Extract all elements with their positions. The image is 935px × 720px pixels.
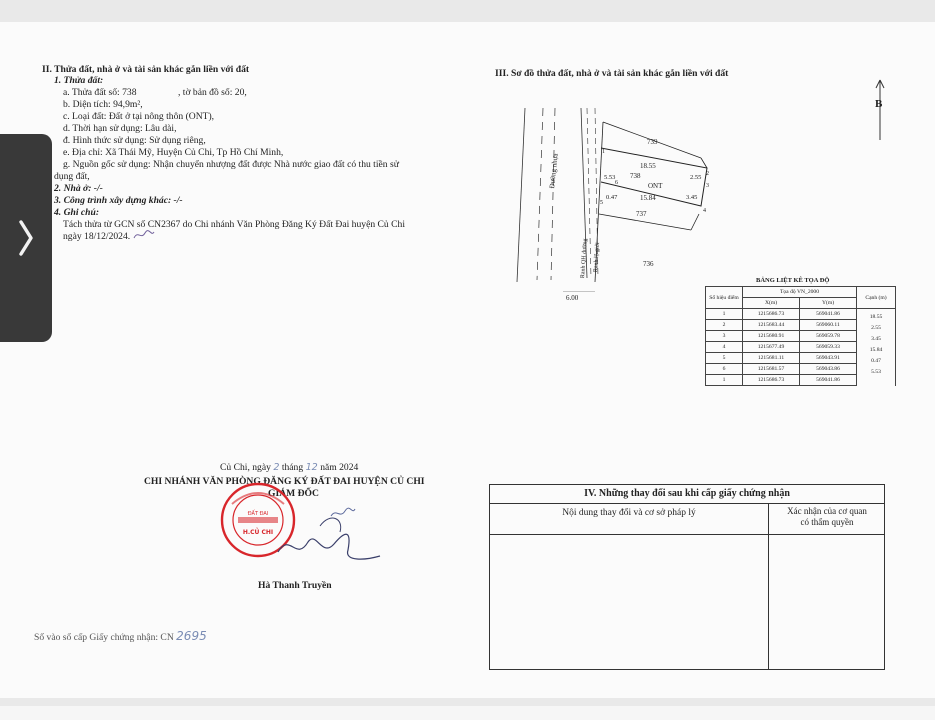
- road-name-label: Đường nhựa: [548, 152, 560, 189]
- date-day: 2: [273, 462, 280, 473]
- dim-left: 5.53: [604, 174, 616, 181]
- changes-table: [489, 484, 885, 670]
- col-edge: Cạnh (m): [857, 287, 896, 309]
- date-prefix: Củ Chi, ngày: [220, 462, 271, 473]
- plot-address: e. Địa chỉ: Xã Thái Mỹ, Huyện Củ Chi, Tp Hồ Chí Minh,: [63, 147, 284, 158]
- usage-form: đ. Hình thức sử dụng: Sử dụng riêng,: [63, 135, 206, 146]
- road-edge-left: [517, 108, 525, 282]
- col-change-content: Nội dung thay đổi và cơ sở pháp lý: [562, 508, 696, 518]
- coord-row: [706, 375, 896, 386]
- plot-number: a. Thửa đất số: 738: [63, 87, 137, 98]
- director-initial-mark: [328, 506, 358, 520]
- point-3: 3: [706, 183, 709, 189]
- plot-diagram: [495, 92, 725, 292]
- coord-row: [706, 353, 896, 364]
- coord-row: [706, 320, 896, 331]
- usage-term: d. Thời hạn sử dụng: Lâu dài,: [63, 123, 177, 134]
- coord-point: 6: [706, 364, 743, 375]
- issue-number-value: 2695: [176, 629, 207, 643]
- notes-heading: 4. Ghi chú:: [54, 207, 100, 218]
- director-name: Hà Thanh Truyền: [258, 580, 332, 591]
- col-authority-confirm-line1: Xác nhận của cơ quan: [787, 506, 867, 516]
- road-width-label: 6.00: [566, 294, 579, 302]
- chevron-right-icon: [16, 218, 36, 258]
- coord-edge: 2.55: [857, 320, 896, 331]
- coord-table: [705, 286, 896, 386]
- dim-right-2: 3.45: [686, 194, 698, 201]
- coord-edge: 5.53: [857, 364, 896, 375]
- next-page-edge: [0, 706, 935, 720]
- coord-y: 569041.86: [800, 375, 857, 386]
- point-1: 1: [602, 149, 605, 155]
- road-boundary-label: Ranh lộ giới: [593, 242, 602, 273]
- coord-y: 569060.11: [800, 320, 857, 331]
- parcel-739-label: 739: [647, 138, 658, 146]
- parcel-738-label: 738: [630, 172, 641, 180]
- parcel-737-label: 737: [636, 210, 647, 218]
- usage-origin: g. Nguồn gốc sử dụng: Nhận chuyển nhượng đất được Nhà nước giao đất có thu tiền sử: [63, 159, 399, 170]
- coord-point: 5: [706, 353, 743, 364]
- parcel-736-label: 736: [643, 260, 654, 268]
- coord-y: 569059.78: [800, 331, 857, 342]
- note-line-2: ngày 18/12/2024.: [63, 231, 131, 242]
- north-label: B: [875, 98, 883, 110]
- section-2-title: II. Thửa đất, nhà ở và tài sản khác gắn liền với đất: [42, 64, 250, 75]
- note-line-1: Tách thửa từ GCN số CN2367 do Chi nhánh Văn Phòng Đăng Ký Đất Đai huyện Củ Chi: [63, 219, 405, 230]
- section-4-title: IV. Những thay đổi sau khi cấp giấy chứng nhận: [490, 485, 884, 504]
- coord-point: 4: [706, 342, 743, 353]
- col-y: Y(m): [800, 298, 857, 309]
- coord-x: 1215686.73: [743, 309, 800, 320]
- coord-row: [706, 364, 896, 375]
- usage-origin-cont: dụng đất,: [54, 171, 90, 182]
- point-5: 5: [600, 200, 603, 206]
- coord-edge: 0.47: [857, 353, 896, 364]
- svg-text:ĐẤT ĐAI: ĐẤT ĐAI: [247, 511, 269, 517]
- director-title: GIÁM ĐỐC: [268, 488, 319, 499]
- road-centerline-1: [537, 108, 543, 280]
- house-heading: 2. Nhà ở: -/-: [54, 183, 103, 194]
- signing-date: [220, 462, 358, 474]
- coord-x: 1215686.73: [743, 375, 800, 386]
- date-month: 12: [305, 462, 318, 473]
- coord-x: 1215677.49: [743, 342, 800, 353]
- issue-number: [34, 631, 207, 644]
- coord-y: 569043.91: [800, 353, 857, 364]
- coord-y: 569059.33: [800, 342, 857, 353]
- section-3-title: III. Sơ đồ thửa đất, nhà ở và tài sản khác gắn liền với đất: [495, 68, 729, 79]
- map-sheet-number: , tờ bản đồ số: 20,: [178, 87, 247, 98]
- plot-area: b. Diện tích: 94,9m²,: [63, 99, 143, 110]
- coord-x: 1215680.91: [743, 331, 800, 342]
- coord-x: 1215683.44: [743, 320, 800, 331]
- coord-y: 569041.86: [800, 309, 857, 320]
- coord-point: 1: [706, 375, 743, 386]
- coord-table-title: BẢNG LIỆT KÊ TỌA ĐỘ: [756, 277, 830, 284]
- point-2: 2: [706, 171, 709, 177]
- coord-x: 1215681.11: [743, 353, 800, 364]
- dim-bottom: 15.84: [640, 194, 656, 202]
- col-coord-group: Tọa độ VN_2000: [743, 287, 857, 298]
- coord-point: 3: [706, 331, 743, 342]
- svg-text:H.CỦ CHI: H.CỦ CHI: [242, 529, 274, 536]
- issue-number-label: Số vào sổ cấp Giấy chứng nhận: CN: [34, 632, 174, 643]
- coord-row: [706, 331, 896, 342]
- coord-row: [706, 309, 896, 320]
- coord-edge: [857, 375, 896, 386]
- coord-row: [706, 342, 896, 353]
- dim-right: 2.55: [690, 174, 702, 181]
- parcel-type-label: ONT: [648, 182, 663, 190]
- coord-edge: 15.84: [857, 342, 896, 353]
- coord-edge: 18.55: [857, 309, 896, 320]
- col-point: Số hiệu điểm: [706, 287, 743, 309]
- initials-mark: [132, 228, 156, 242]
- coord-point: 1: [706, 309, 743, 320]
- date-month-label: tháng: [281, 462, 304, 473]
- other-construction-heading: 3. Công trình xây dựng khác: -/-: [54, 195, 183, 206]
- col-x: X(m): [743, 298, 800, 309]
- dim-top: 18.55: [640, 162, 656, 170]
- road-plan-boundary-label: Ranh QH đường: [580, 238, 589, 279]
- dim-left-2: 0.47: [606, 194, 618, 201]
- certificate-page: [0, 22, 935, 698]
- point-6: 6: [615, 180, 618, 186]
- point-4: 4: [703, 208, 706, 214]
- coord-point: 2: [706, 320, 743, 331]
- road-centerline-2: [551, 108, 555, 280]
- issuing-office: CHI NHÁNH VĂN PHÒNG ĐĂNG KÝ ĐẤT ĐAI HUYỆN CỦ CHI: [144, 476, 425, 487]
- previous-page-button[interactable]: [0, 134, 52, 342]
- date-year: năm 2024: [320, 462, 359, 473]
- coord-y: 569043.86: [800, 364, 857, 375]
- coord-x: 1215681.57: [743, 364, 800, 375]
- land-plot-heading: 1. Thửa đất:: [54, 75, 104, 86]
- col-authority-confirm-line2: có thẩm quyền: [800, 517, 854, 527]
- north-arrow: [875, 78, 887, 147]
- coord-edge: 3.45: [857, 331, 896, 342]
- land-type: c. Loại đất: Đất ở tại nông thôn (ONT),: [63, 111, 215, 122]
